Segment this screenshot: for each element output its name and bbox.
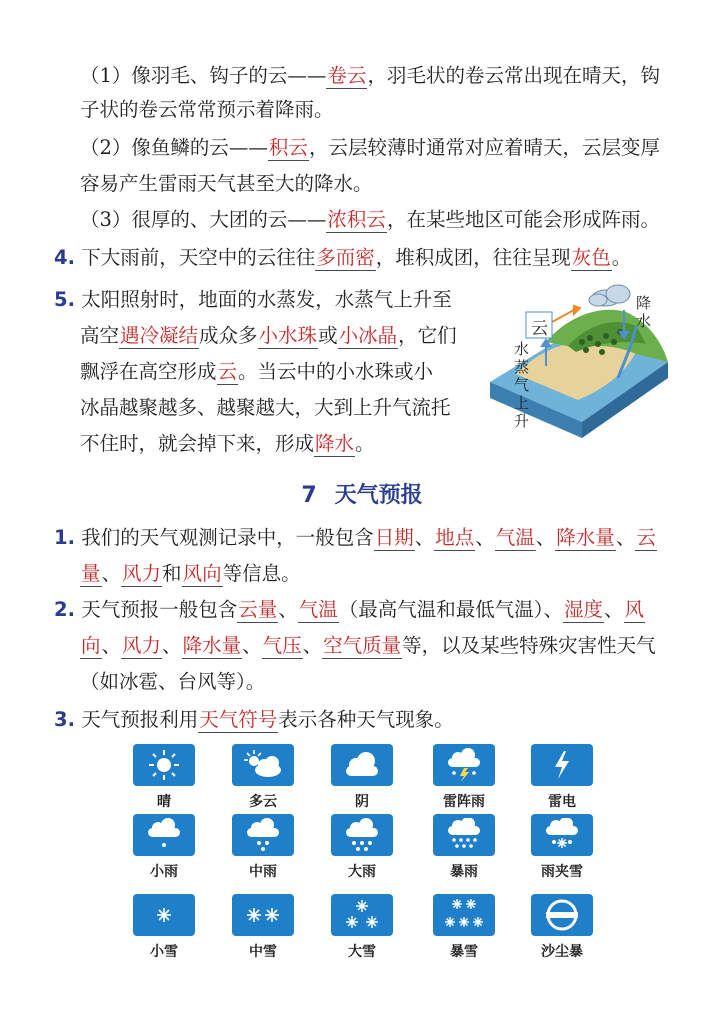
question-5-line-4: 冰晶越聚越多、越聚越大，大到上升气流托 (80, 396, 451, 419)
answer-blank: 遇冷凝结 (120, 324, 199, 347)
answer-blank: 降水量 (182, 634, 242, 657)
weather-symbol-rainstorm: 暴雨 (424, 814, 504, 881)
cloud-label: 云 (531, 319, 548, 339)
section-heading (0, 478, 724, 509)
rainstorm-icon (433, 814, 495, 856)
answer-blank: 小冰晶 (338, 324, 398, 347)
answer-blank: 向 (81, 634, 101, 657)
answer-blank: 湿度 (564, 598, 604, 621)
answer-blank: 风 (624, 598, 645, 621)
weather-symbol-sleet: 雨夹雪 (522, 814, 602, 881)
moderate-rain-icon (232, 814, 294, 856)
heavy-snow-icon (331, 894, 393, 936)
blizzard-icon (433, 894, 495, 936)
answer-blank: 浓积云 (327, 208, 386, 231)
answer-blank: 小水珠 (258, 324, 318, 347)
weather-symbol-thunder-shower: 雷阵雨 (424, 744, 504, 811)
sun-icon (133, 744, 195, 786)
answer-blank: 气温 (495, 526, 535, 549)
question-5-line-3: 飘浮在高空形成云。当云中的小水珠或小 (80, 360, 434, 383)
answer-blank: 风力 (122, 634, 162, 657)
answer-blank: 云 (217, 360, 238, 383)
weather-symbol-partly-cloudy: 多云 (223, 744, 303, 811)
answer-blank: 卷云 (327, 64, 367, 87)
light-snow-icon (133, 894, 195, 936)
question-number: 1. (54, 526, 75, 549)
weather-symbol-moderate-rain: 中雨 (223, 814, 303, 881)
thunder-shower-icon (433, 744, 495, 786)
question-number: 2. (54, 598, 75, 621)
answer-blank: 风力 (122, 562, 162, 585)
item-3-line-1: （3）很厚的、大团的云——浓积云，在某些地区可能会形成阵雨。 (80, 208, 660, 231)
answer-blank: 积云 (268, 136, 308, 159)
question-5-line-5: 不住时，就会掉下来，形成降水。 (80, 432, 375, 455)
answer-blank: 气温 (298, 598, 338, 621)
answer-blank: 地点 (435, 526, 475, 549)
weather-symbol-blizzard: 暴雪 (424, 894, 504, 961)
s7-question-3: 3. 天气预报利用天气符号表示各种天气现象。 (54, 708, 454, 731)
question-number: 5. (54, 288, 75, 311)
answer-blank: 降水量 (556, 526, 615, 549)
weather-symbol-moderate-snow: 中雪 (223, 894, 303, 961)
answer-blank: 云量 (238, 598, 278, 621)
s7-question-1-line-1: 1. 我们的天气观测记录中，一般包含日期、地点、气温、降水量、云 (54, 526, 656, 549)
vapor-rise-label: 水 蒸 气 上 升 (514, 340, 530, 430)
weather-symbol-heavy-snow: 大雪 (322, 894, 402, 961)
weather-symbol-lightning: 雷电 (522, 744, 602, 811)
question-5-line-2: 高空遇冷凝结成众多小水珠或小冰晶，它们 (80, 324, 457, 347)
weather-symbol-sunny: 晴 (124, 744, 204, 811)
section-number: 7 (301, 483, 317, 508)
sleet-icon (531, 814, 593, 856)
s7-question-2-line-3: （如冰雹、台风等）。 (80, 670, 266, 693)
answer-blank: 气压 (262, 634, 302, 657)
partly-cloudy-icon (232, 744, 294, 786)
answer-blank: 天气符号 (199, 708, 278, 731)
answer-blank: 降水 (315, 432, 355, 455)
s7-question-2-line-2: 向、风力、降水量、气压、空气质量等，以及某些特殊灾害性天气 (81, 634, 656, 657)
question-number: 4. (54, 246, 75, 269)
weather-symbol-overcast: 阴 (322, 744, 402, 811)
moderate-snow-icon (232, 894, 294, 936)
weather-symbol-heavy-rain: 大雨 (322, 814, 402, 881)
sandstorm-icon (531, 894, 593, 936)
answer-blank: 风向 (182, 562, 222, 585)
weather-symbol-sandstorm: 沙尘暴 (522, 894, 602, 961)
weather-symbol-light-snow: 小雪 (124, 894, 204, 961)
answer-blank: 云 (636, 526, 656, 549)
question-5-line-1: 5. 太阳照射时，地面的水蒸发，水蒸气上升至 (54, 288, 452, 311)
overcast-icon (331, 744, 393, 786)
answer-blank: 多而密 (316, 246, 375, 269)
question-number: 3. (54, 708, 75, 731)
heavy-rain-icon (331, 814, 393, 856)
rain-label: 降 水 (636, 294, 652, 330)
s7-question-2-line-1: 2. 天气预报一般包含云量、气温（最高气温和最低气温）、湿度、风 (54, 598, 645, 621)
weather-symbol-light-rain: 小雨 (124, 814, 204, 881)
item-1-line-1: （1）像羽毛、钩子的云——卷云，羽毛状的卷云常出现在晴天，钩 (80, 64, 660, 87)
answer-blank: 量 (81, 562, 101, 585)
answer-blank: 灰色 (571, 246, 611, 269)
light-rain-icon (133, 814, 195, 856)
s7-question-1-line-2: 量、风力和风向等信息。 (81, 562, 301, 585)
answer-blank: 空气质量 (323, 634, 402, 657)
lightning-icon (531, 744, 593, 786)
answer-blank: 日期 (374, 526, 414, 549)
item-2-line-1: （2）像鱼鳞的云——积云，云层较薄时通常对应着晴天，云层变厚 (80, 136, 660, 159)
item-2-line-2: 容易产生雷雨天气甚至大的降水。 (80, 172, 373, 195)
section-title: 天气预报 (334, 483, 423, 508)
question-4: 4. 下大雨前，天空中的云往往多而密，堆积成团，往往呈现灰色。 (54, 246, 632, 269)
item-1-line-2: 子状的卷云常常预示着降雨。 (80, 98, 334, 121)
water-cycle-diagram (486, 282, 672, 442)
